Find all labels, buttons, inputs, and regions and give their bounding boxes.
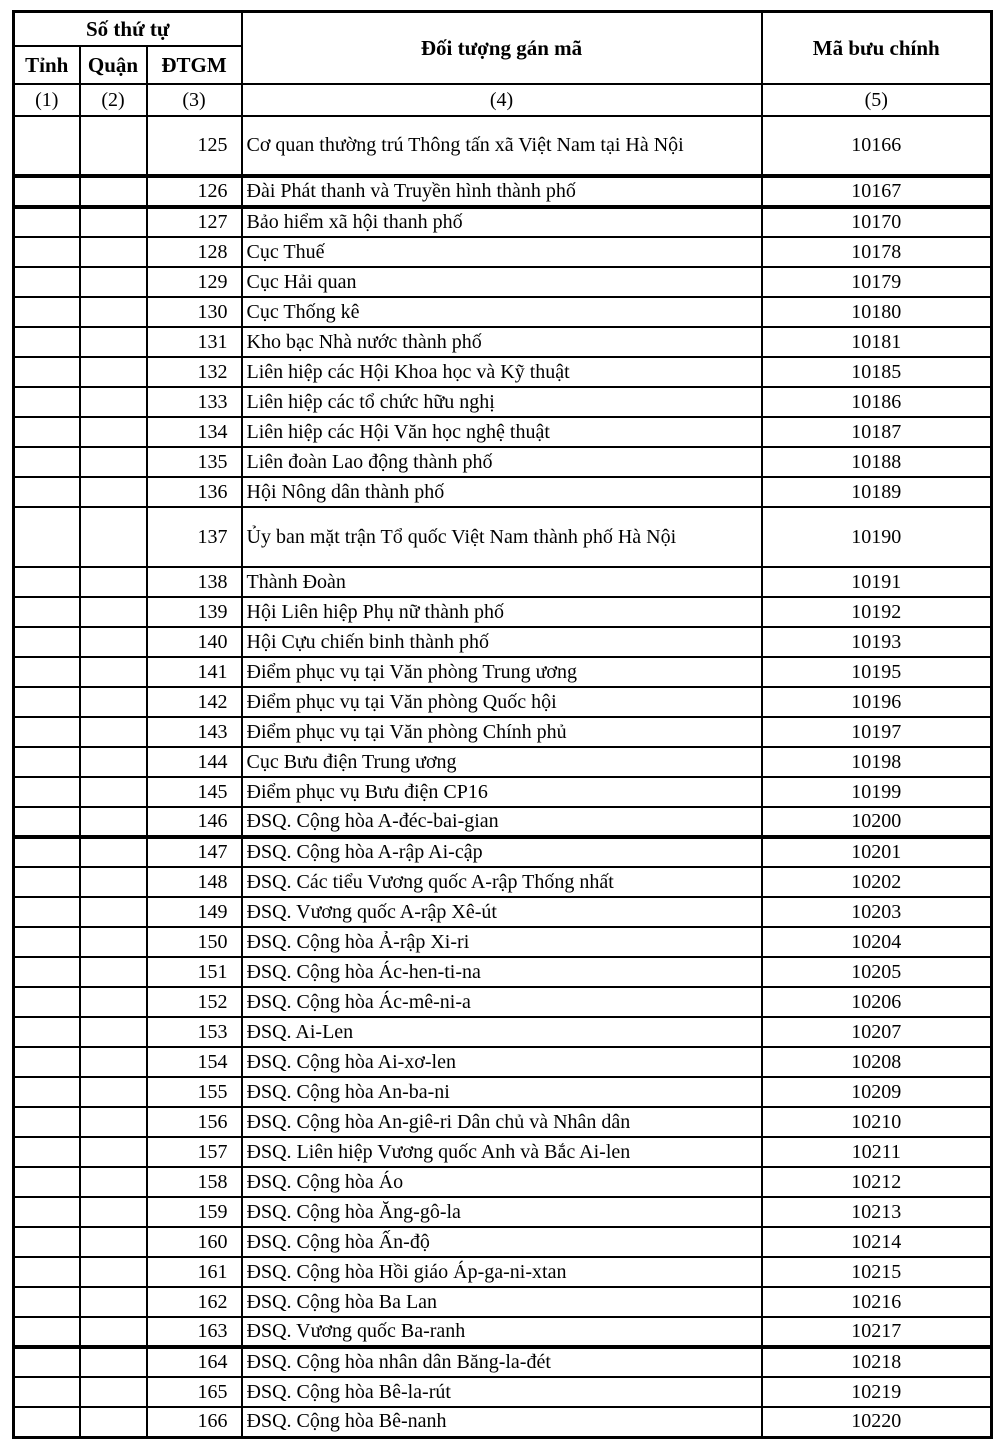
- cell-object-name: Liên hiệp các tổ chức hữu nghị: [242, 387, 762, 417]
- cell-object-name: Đài Phát thanh và Truyền hình thành phố: [242, 176, 762, 207]
- cell-tinh: [14, 1107, 80, 1137]
- postal-code-table: [12, 10, 993, 1439]
- cell-dtgm-number: 159: [147, 1197, 242, 1227]
- table-row: [14, 927, 992, 957]
- cell-tinh: [14, 777, 80, 807]
- table-row: [14, 987, 992, 1017]
- table-row: [14, 116, 992, 176]
- cell-tinh: [14, 417, 80, 447]
- cell-quan: [80, 267, 147, 297]
- cell-postal-code: 10179: [762, 267, 992, 297]
- cell-object-name: Thành Đoàn: [242, 567, 762, 597]
- table-row: [14, 867, 992, 897]
- cell-quan: [80, 897, 147, 927]
- cell-quan: [80, 1407, 147, 1437]
- table-row: [14, 1347, 992, 1377]
- cell-tinh: [14, 597, 80, 627]
- cell-quan: [80, 627, 147, 657]
- cell-dtgm-number: 148: [147, 867, 242, 897]
- table-row: [14, 1017, 992, 1047]
- cell-postal-code: 10198: [762, 747, 992, 777]
- cell-dtgm-number: 129: [147, 267, 242, 297]
- cell-quan: [80, 867, 147, 897]
- table-row: [14, 1407, 992, 1437]
- cell-postal-code: 10203: [762, 897, 992, 927]
- cell-postal-code: 10214: [762, 1227, 992, 1257]
- cell-tinh: [14, 567, 80, 597]
- cell-dtgm-number: 139: [147, 597, 242, 627]
- cell-dtgm-number: 125: [147, 116, 242, 176]
- cell-quan: [80, 507, 147, 567]
- cell-tinh: [14, 1017, 80, 1047]
- cell-quan: [80, 1077, 147, 1107]
- cell-postal-code: 10185: [762, 357, 992, 387]
- cell-tinh: [14, 447, 80, 477]
- cell-postal-code: 10201: [762, 837, 992, 867]
- table-row: [14, 237, 992, 267]
- cell-quan: [80, 477, 147, 507]
- cell-tinh: [14, 357, 80, 387]
- cell-object-name: ĐSQ. Liên hiệp Vương quốc Anh và Bắc Ai-len: [242, 1137, 762, 1167]
- table-row: [14, 267, 992, 297]
- table-row: [14, 777, 992, 807]
- cell-object-name: Hội Liên hiệp Phụ nữ thành phố: [242, 597, 762, 627]
- cell-quan: [80, 327, 147, 357]
- cell-postal-code: 10180: [762, 297, 992, 327]
- table-row: [14, 297, 992, 327]
- cell-object-name: ĐSQ. Vương quốc Ba-ranh: [242, 1317, 762, 1347]
- cell-dtgm-number: 166: [147, 1407, 242, 1437]
- cell-postal-code: 10205: [762, 957, 992, 987]
- cell-dtgm-number: 127: [147, 207, 242, 237]
- cell-quan: [80, 777, 147, 807]
- cell-tinh: [14, 387, 80, 417]
- cell-tinh: [14, 1317, 80, 1347]
- table-row: [14, 387, 992, 417]
- cell-tinh: [14, 327, 80, 357]
- table-row: [14, 207, 992, 237]
- cell-dtgm-number: 156: [147, 1107, 242, 1137]
- cell-tinh: [14, 987, 80, 1017]
- index-col-4: (4): [242, 84, 762, 116]
- cell-object-name: ĐSQ. Vương quốc A-rập Xê-út: [242, 897, 762, 927]
- header-doi-tuong-gan-ma: Đối tượng gán mã: [242, 12, 762, 85]
- cell-object-name: ĐSQ. Cộng hòa Bê-la-rút: [242, 1377, 762, 1407]
- cell-object-name: Kho bạc Nhà nước thành phố: [242, 327, 762, 357]
- cell-object-name: Ủy ban mặt trận Tổ quốc Việt Nam thành phố Hà Nội: [242, 507, 762, 567]
- table-row: [14, 567, 992, 597]
- table-row: [14, 1107, 992, 1137]
- cell-postal-code: 10187: [762, 417, 992, 447]
- header-index-row: [14, 84, 992, 116]
- cell-quan: [80, 357, 147, 387]
- cell-postal-code: 10192: [762, 597, 992, 627]
- cell-quan: [80, 1047, 147, 1077]
- cell-tinh: [14, 1137, 80, 1167]
- cell-postal-code: 10215: [762, 1257, 992, 1287]
- cell-postal-code: 10191: [762, 567, 992, 597]
- table-row: [14, 176, 992, 207]
- cell-dtgm-number: 132: [147, 357, 242, 387]
- cell-object-name: ĐSQ. Các tiểu Vương quốc A-rập Thống nhất: [242, 867, 762, 897]
- cell-postal-code: 10220: [762, 1407, 992, 1437]
- cell-quan: [80, 1137, 147, 1167]
- cell-postal-code: 10186: [762, 387, 992, 417]
- cell-dtgm-number: 160: [147, 1227, 242, 1257]
- cell-object-name: ĐSQ. Cộng hòa Ai-xơ-len: [242, 1047, 762, 1077]
- cell-dtgm-number: 153: [147, 1017, 242, 1047]
- cell-postal-code: 10193: [762, 627, 992, 657]
- cell-quan: [80, 567, 147, 597]
- cell-object-name: Hội Cựu chiến binh thành phố: [242, 627, 762, 657]
- header-quan: Quận: [80, 46, 147, 84]
- cell-postal-code: 10199: [762, 777, 992, 807]
- cell-object-name: ĐSQ. Cộng hòa nhân dân Băng-la-đét: [242, 1347, 762, 1377]
- table-row: [14, 1077, 992, 1107]
- cell-object-name: ĐSQ. Ai-Len: [242, 1017, 762, 1047]
- cell-dtgm-number: 146: [147, 807, 242, 837]
- cell-tinh: [14, 747, 80, 777]
- cell-tinh: [14, 627, 80, 657]
- cell-dtgm-number: 147: [147, 837, 242, 867]
- cell-quan: [80, 1167, 147, 1197]
- cell-tinh: [14, 297, 80, 327]
- table-body: [14, 116, 992, 1437]
- cell-postal-code: 10206: [762, 987, 992, 1017]
- cell-object-name: ĐSQ. Cộng hòa A-rập Ai-cập: [242, 837, 762, 867]
- cell-quan: [80, 807, 147, 837]
- table-row: [14, 687, 992, 717]
- table-row: [14, 747, 992, 777]
- cell-tinh: [14, 1047, 80, 1077]
- index-col-5: (5): [762, 84, 992, 116]
- cell-postal-code: 10217: [762, 1317, 992, 1347]
- cell-quan: [80, 717, 147, 747]
- cell-object-name: ĐSQ. Cộng hòa Bê-nanh: [242, 1407, 762, 1437]
- cell-tinh: [14, 1407, 80, 1437]
- cell-object-name: ĐSQ. Cộng hòa Áo: [242, 1167, 762, 1197]
- cell-tinh: [14, 1287, 80, 1317]
- cell-tinh: [14, 267, 80, 297]
- cell-quan: [80, 597, 147, 627]
- cell-tinh: [14, 237, 80, 267]
- cell-object-name: ĐSQ. Cộng hòa Hồi giáo Áp-ga-ni-xtan: [242, 1257, 762, 1287]
- cell-quan: [80, 657, 147, 687]
- cell-postal-code: 10166: [762, 116, 992, 176]
- table-header: [14, 12, 992, 117]
- cell-postal-code: 10188: [762, 447, 992, 477]
- cell-dtgm-number: 141: [147, 657, 242, 687]
- index-col-2: (2): [80, 84, 147, 116]
- cell-tinh: [14, 207, 80, 237]
- cell-object-name: Điểm phục vụ tại Văn phòng Chính phủ: [242, 717, 762, 747]
- cell-postal-code: 10200: [762, 807, 992, 837]
- cell-quan: [80, 1107, 147, 1137]
- cell-tinh: [14, 176, 80, 207]
- cell-postal-code: 10207: [762, 1017, 992, 1047]
- cell-quan: [80, 387, 147, 417]
- cell-postal-code: 10212: [762, 1167, 992, 1197]
- cell-dtgm-number: 142: [147, 687, 242, 717]
- cell-dtgm-number: 158: [147, 1167, 242, 1197]
- table-row: [14, 327, 992, 357]
- cell-object-name: Liên hiệp các Hội Khoa học và Kỹ thuật: [242, 357, 762, 387]
- cell-dtgm-number: 151: [147, 957, 242, 987]
- cell-quan: [80, 207, 147, 237]
- cell-quan: [80, 747, 147, 777]
- cell-quan: [80, 297, 147, 327]
- cell-object-name: Liên đoàn Lao động thành phố: [242, 447, 762, 477]
- cell-object-name: ĐSQ. Cộng hòa An-giê-ri Dân chủ và Nhân dân: [242, 1107, 762, 1137]
- cell-quan: [80, 176, 147, 207]
- cell-tinh: [14, 507, 80, 567]
- cell-tinh: [14, 1077, 80, 1107]
- cell-dtgm-number: 164: [147, 1347, 242, 1377]
- cell-tinh: [14, 657, 80, 687]
- cell-quan: [80, 1377, 147, 1407]
- cell-object-name: ĐSQ. Cộng hòa Ả-rập Xi-ri: [242, 927, 762, 957]
- cell-object-name: Điểm phục vụ tại Văn phòng Quốc hội: [242, 687, 762, 717]
- cell-dtgm-number: 152: [147, 987, 242, 1017]
- cell-tinh: [14, 477, 80, 507]
- index-col-3: (3): [147, 84, 242, 116]
- cell-tinh: [14, 807, 80, 837]
- cell-object-name: Cục Thống kê: [242, 297, 762, 327]
- cell-object-name: Cục Hải quan: [242, 267, 762, 297]
- cell-object-name: Hội Nông dân thành phố: [242, 477, 762, 507]
- cell-quan: [80, 957, 147, 987]
- cell-postal-code: 10218: [762, 1347, 992, 1377]
- table-row: [14, 1377, 992, 1407]
- table-row: [14, 1287, 992, 1317]
- header-tinh: Tỉnh: [14, 46, 80, 84]
- cell-dtgm-number: 163: [147, 1317, 242, 1347]
- cell-object-name: ĐSQ. Cộng hòa An-ba-ni: [242, 1077, 762, 1107]
- table-row: [14, 627, 992, 657]
- cell-dtgm-number: 137: [147, 507, 242, 567]
- cell-tinh: [14, 1347, 80, 1377]
- table-row: [14, 597, 992, 627]
- cell-dtgm-number: 128: [147, 237, 242, 267]
- cell-postal-code: 10181: [762, 327, 992, 357]
- cell-dtgm-number: 135: [147, 447, 242, 477]
- cell-quan: [80, 1347, 147, 1377]
- cell-object-name: Điểm phục vụ Bưu điện CP16: [242, 777, 762, 807]
- cell-object-name: Điểm phục vụ tại Văn phòng Trung ương: [242, 657, 762, 687]
- table-row: [14, 1047, 992, 1077]
- cell-quan: [80, 687, 147, 717]
- cell-dtgm-number: 126: [147, 176, 242, 207]
- cell-dtgm-number: 131: [147, 327, 242, 357]
- table-row: [14, 897, 992, 927]
- cell-postal-code: 10197: [762, 717, 992, 747]
- table-row: [14, 657, 992, 687]
- header-ma-buu-chinh: Mã bưu chính: [762, 12, 992, 85]
- table-row: [14, 1227, 992, 1257]
- cell-tinh: [14, 1377, 80, 1407]
- cell-quan: [80, 1227, 147, 1257]
- cell-postal-code: 10167: [762, 176, 992, 207]
- table-row: [14, 1137, 992, 1167]
- cell-tinh: [14, 927, 80, 957]
- cell-object-name: ĐSQ. Cộng hòa Ăng-gô-la: [242, 1197, 762, 1227]
- cell-postal-code: 10204: [762, 927, 992, 957]
- cell-tinh: [14, 1167, 80, 1197]
- cell-dtgm-number: 143: [147, 717, 242, 747]
- cell-postal-code: 10219: [762, 1377, 992, 1407]
- cell-object-name: Cơ quan thường trú Thông tấn xã Việt Nam tại Hà Nội: [242, 116, 762, 176]
- cell-object-name: Cục Thuế: [242, 237, 762, 267]
- cell-quan: [80, 1317, 147, 1347]
- cell-dtgm-number: 161: [147, 1257, 242, 1287]
- cell-quan: [80, 927, 147, 957]
- cell-postal-code: 10216: [762, 1287, 992, 1317]
- table-row: [14, 1257, 992, 1287]
- table-row: [14, 357, 992, 387]
- cell-quan: [80, 1257, 147, 1287]
- cell-object-name: ĐSQ. Cộng hòa Ác-mê-ni-a: [242, 987, 762, 1017]
- cell-tinh: [14, 1197, 80, 1227]
- cell-postal-code: 10195: [762, 657, 992, 687]
- table-row: [14, 417, 992, 447]
- cell-object-name: Bảo hiểm xã hội thanh phố: [242, 207, 762, 237]
- cell-tinh: [14, 717, 80, 747]
- header-group-row: [14, 12, 992, 47]
- cell-postal-code: 10213: [762, 1197, 992, 1227]
- cell-quan: [80, 987, 147, 1017]
- cell-dtgm-number: 136: [147, 477, 242, 507]
- cell-postal-code: 10210: [762, 1107, 992, 1137]
- cell-postal-code: 10211: [762, 1137, 992, 1167]
- table-row: [14, 807, 992, 837]
- table-row: [14, 837, 992, 867]
- cell-tinh: [14, 897, 80, 927]
- cell-dtgm-number: 149: [147, 897, 242, 927]
- cell-object-name: ĐSQ. Cộng hòa Ác-hen-ti-na: [242, 957, 762, 987]
- index-col-1: (1): [14, 84, 80, 116]
- table-row: [14, 447, 992, 477]
- cell-object-name: ĐSQ. Cộng hòa A-đéc-bai-gian: [242, 807, 762, 837]
- cell-object-name: Cục Bưu điện Trung ương: [242, 747, 762, 777]
- cell-quan: [80, 1017, 147, 1047]
- cell-tinh: [14, 837, 80, 867]
- cell-object-name: Liên hiệp các Hội Văn học nghệ thuật: [242, 417, 762, 447]
- table-row: [14, 1167, 992, 1197]
- table-row: [14, 507, 992, 567]
- cell-quan: [80, 417, 147, 447]
- cell-quan: [80, 1197, 147, 1227]
- table-row: [14, 957, 992, 987]
- cell-dtgm-number: 150: [147, 927, 242, 957]
- cell-postal-code: 10208: [762, 1047, 992, 1077]
- cell-tinh: [14, 1227, 80, 1257]
- cell-postal-code: 10189: [762, 477, 992, 507]
- cell-object-name: ĐSQ. Cộng hòa Ấn-độ: [242, 1227, 762, 1257]
- cell-dtgm-number: 157: [147, 1137, 242, 1167]
- header-dtgm: ĐTGM: [147, 46, 242, 84]
- cell-dtgm-number: 155: [147, 1077, 242, 1107]
- cell-postal-code: 10178: [762, 237, 992, 267]
- cell-postal-code: 10170: [762, 207, 992, 237]
- cell-dtgm-number: 154: [147, 1047, 242, 1077]
- cell-dtgm-number: 140: [147, 627, 242, 657]
- header-so-thu-tu: Số thứ tự: [14, 12, 242, 47]
- cell-postal-code: 10202: [762, 867, 992, 897]
- cell-object-name: ĐSQ. Cộng hòa Ba Lan: [242, 1287, 762, 1317]
- cell-dtgm-number: 165: [147, 1377, 242, 1407]
- cell-dtgm-number: 138: [147, 567, 242, 597]
- cell-quan: [80, 116, 147, 176]
- table-row: [14, 477, 992, 507]
- cell-dtgm-number: 144: [147, 747, 242, 777]
- cell-dtgm-number: 134: [147, 417, 242, 447]
- cell-postal-code: 10190: [762, 507, 992, 567]
- cell-tinh: [14, 687, 80, 717]
- cell-quan: [80, 1287, 147, 1317]
- cell-quan: [80, 447, 147, 477]
- cell-postal-code: 10209: [762, 1077, 992, 1107]
- cell-tinh: [14, 1257, 80, 1287]
- cell-tinh: [14, 116, 80, 176]
- cell-dtgm-number: 130: [147, 297, 242, 327]
- table-row: [14, 1197, 992, 1227]
- cell-dtgm-number: 145: [147, 777, 242, 807]
- cell-dtgm-number: 162: [147, 1287, 242, 1317]
- cell-quan: [80, 237, 147, 267]
- table-row: [14, 1317, 992, 1347]
- cell-tinh: [14, 957, 80, 987]
- cell-postal-code: 10196: [762, 687, 992, 717]
- table-row: [14, 717, 992, 747]
- cell-quan: [80, 837, 147, 867]
- cell-tinh: [14, 867, 80, 897]
- cell-dtgm-number: 133: [147, 387, 242, 417]
